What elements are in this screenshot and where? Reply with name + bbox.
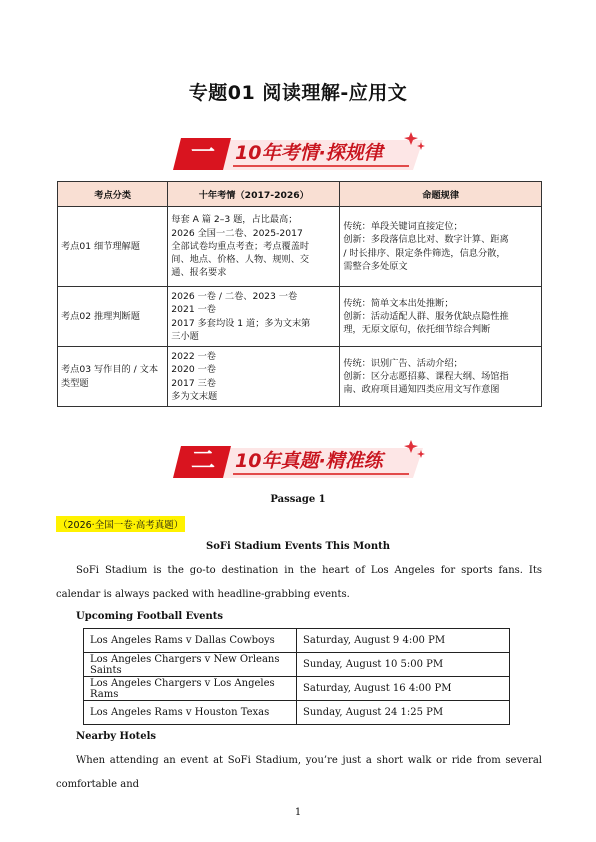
category-cell: 考点02 推理判断题 bbox=[58, 287, 168, 347]
cell-line: 2021 一卷 bbox=[171, 304, 216, 316]
table-row bbox=[58, 287, 542, 347]
cell-line: 每套 A 篇 2–3 题，占比最高； bbox=[171, 214, 298, 226]
cell-line: 传统：简单文本出处推断； bbox=[343, 297, 454, 309]
events-heading: Upcoming Football Events bbox=[76, 611, 223, 622]
header-category: 考点分类 bbox=[58, 182, 168, 207]
table-row bbox=[84, 701, 510, 725]
cell-line: 2017 三卷 bbox=[171, 377, 216, 389]
page-number: 1 bbox=[294, 807, 302, 818]
cell-line: 2022 一卷 bbox=[171, 351, 216, 363]
cell-line: 三小题 bbox=[171, 330, 199, 342]
document-title: 专题01 阅读理解-应用文 bbox=[188, 82, 408, 104]
pattern-cell bbox=[340, 207, 542, 287]
category-cell: 考点03 写作目的 / 文本类型题 bbox=[58, 347, 168, 407]
table-row bbox=[84, 629, 510, 653]
cell-line: 2026 全国一二卷、2025-2017 bbox=[171, 227, 303, 239]
cell-line: 创新：区分志愿招募、课程大纲、场馆指 bbox=[343, 370, 509, 382]
cell-line: 理，无原文原句，依托细节综合判断 bbox=[343, 324, 491, 336]
cell-line: 传统：识别广告、活动介绍； bbox=[343, 357, 463, 369]
cell-line: 全部试卷均重点考查；考点覆盖时 bbox=[171, 240, 310, 252]
cell-line: 需整合多处原文 bbox=[343, 260, 408, 272]
section-banner-trends bbox=[173, 130, 428, 174]
history-cell bbox=[168, 207, 340, 287]
banner-label: 10年考情·探规律 bbox=[235, 142, 383, 164]
history-cell bbox=[168, 347, 340, 407]
banner-number: 一 bbox=[191, 138, 215, 166]
cell-line: 多为文末题 bbox=[171, 390, 218, 402]
table-row bbox=[84, 677, 510, 701]
category-cell: 考点01 细节理解题 bbox=[58, 207, 168, 287]
header-pattern: 命题规律 bbox=[340, 182, 542, 207]
pattern-cell bbox=[340, 347, 542, 407]
cell-line: 创新：多段落信息比对、数字计算、距离 bbox=[343, 234, 509, 246]
table-header-row bbox=[58, 182, 542, 207]
exam-trend-table bbox=[57, 181, 542, 407]
cell-line: / 时长排序、限定条件筛选，信息分散， bbox=[343, 247, 506, 259]
event-match: Los Angeles Chargers v Los Angeles Rams bbox=[84, 677, 297, 701]
header-history: 十年考情（2017-2026） bbox=[168, 182, 340, 207]
section-banner-practice bbox=[173, 438, 428, 482]
banner-number: 二 bbox=[191, 446, 215, 474]
event-time: Sunday, August 10 5:00 PM bbox=[297, 653, 510, 677]
table-row bbox=[58, 207, 542, 287]
banner-label: 10年真题·精准练 bbox=[235, 450, 383, 472]
cell-line: 通、报名要求 bbox=[171, 267, 227, 279]
intro-paragraph: SoFi Stadium is the go-to destination in the heart of Los Angeles for sports fans. Its calendar is always packed with headline-grabbing events. bbox=[56, 565, 542, 600]
event-match: Los Angeles Rams v Dallas Cowboys bbox=[84, 629, 297, 653]
pattern-cell bbox=[340, 287, 542, 347]
passage-label: Passage 1 bbox=[270, 494, 326, 505]
hotels-paragraph: When attending an event at SoFi Stadium, you’re just a short walk or ride from several comfortable and bbox=[56, 755, 542, 790]
event-time: Saturday, August 9 4:00 PM bbox=[297, 629, 510, 653]
table-row bbox=[84, 653, 510, 677]
events-table bbox=[83, 628, 510, 725]
cell-line: 传统：单段关键词直接定位； bbox=[343, 221, 463, 233]
event-match: Los Angeles Chargers v New Orleans Saints bbox=[84, 653, 297, 677]
history-cell bbox=[168, 287, 340, 347]
table-row bbox=[58, 347, 542, 407]
event-time: Sunday, August 24 1:25 PM bbox=[297, 701, 510, 725]
cell-line: 创新：活动适配人群、服务优缺点隐性推 bbox=[343, 310, 509, 322]
article-title: SoFi Stadium Events This Month bbox=[205, 541, 391, 552]
cell-line: 2026 一卷 / 二卷、2023 一卷 bbox=[171, 291, 298, 303]
cell-line: 2017 多套均设 1 道；多为文末第 bbox=[171, 317, 311, 329]
cell-line: 南、政府项目通知四类应用文写作意图 bbox=[343, 384, 500, 396]
event-time: Saturday, August 16 4:00 PM bbox=[297, 677, 510, 701]
event-match: Los Angeles Rams v Houston Texas bbox=[84, 701, 297, 725]
source-tag: （2026·全国一卷·高考真题） bbox=[56, 516, 185, 532]
cell-line: 2020 一卷 bbox=[171, 364, 216, 376]
hotels-heading: Nearby Hotels bbox=[76, 731, 157, 742]
cell-line: 间、地点、价格、人物、规则、交 bbox=[171, 254, 310, 266]
